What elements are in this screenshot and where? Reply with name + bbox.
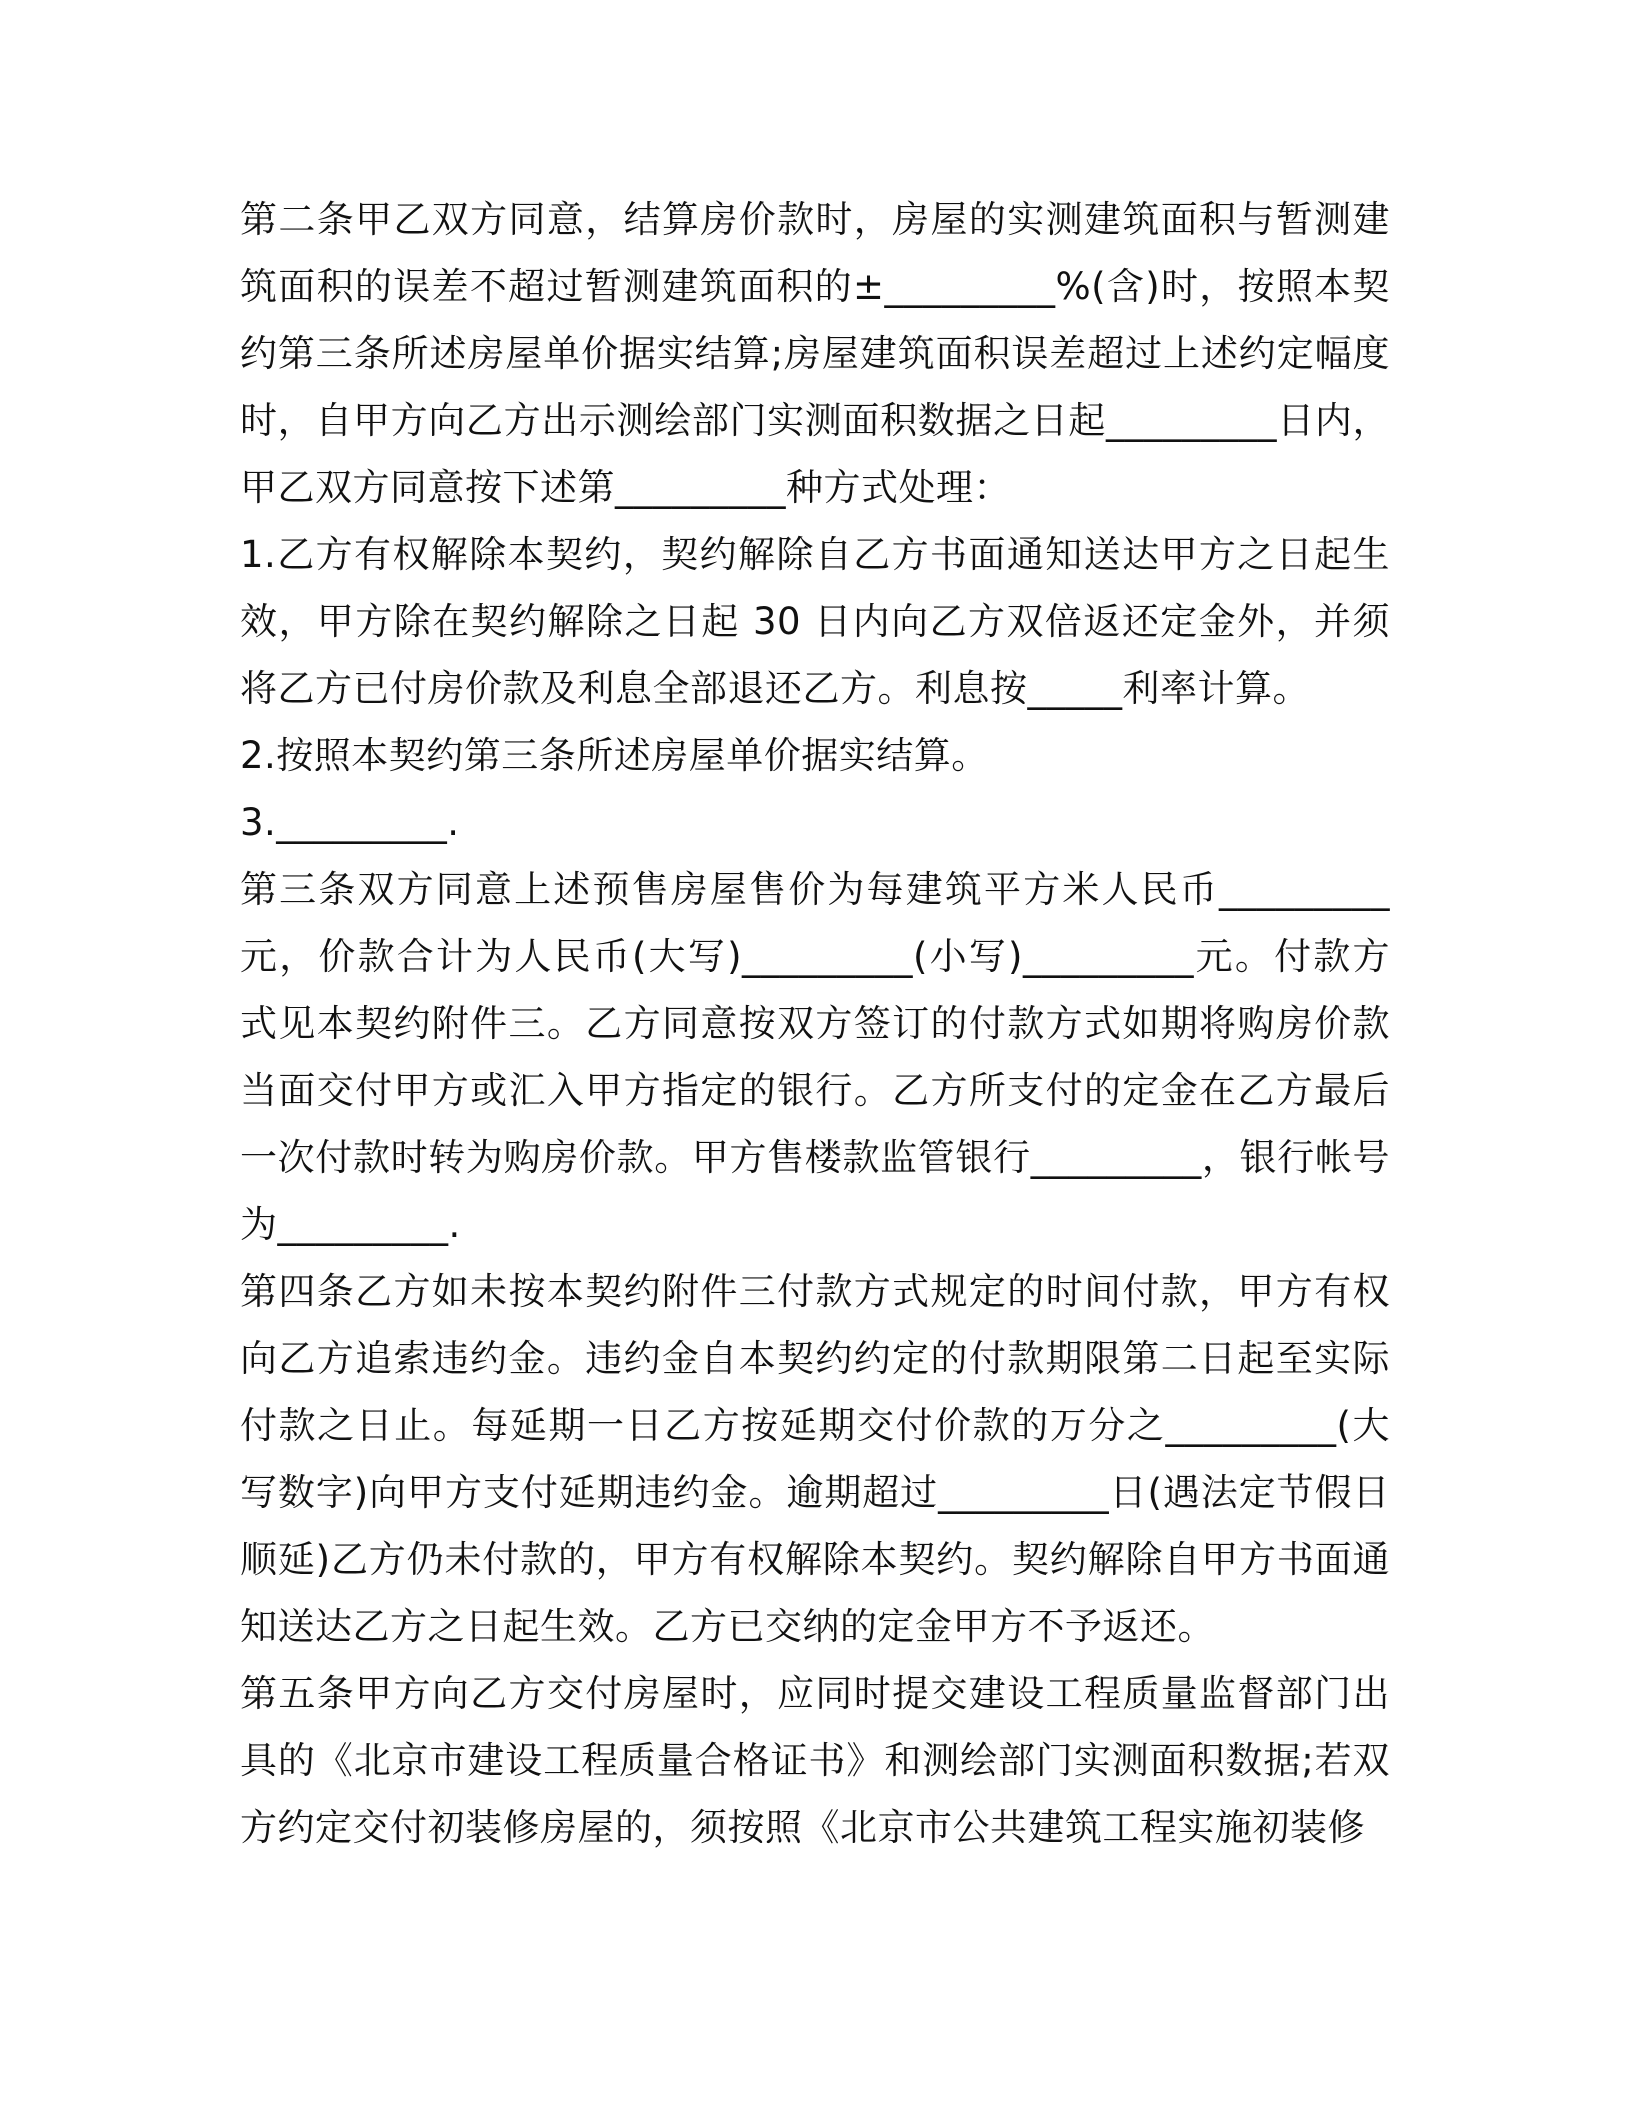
option-3-paragraph: 3._________.: [240, 801, 460, 844]
article-2-paragraph: 第二条甲乙双方同意，结算房价款时，房屋的实测建筑面积与暂测建筑面积的误差不超过暂测建筑面积的±_________%(含)时，按照本契约第三条所述房屋单价据实结算;房屋建筑面积误差超过上述约定幅度时，自甲方向乙方出示测绘部门实测面积数据之日起_________日内，甲乙双方同意按下述第_________种方式处理：: [240, 198, 1390, 509]
option-1-paragraph: 1.乙方有权解除本契约，契约解除自乙方书面通知送达甲方之日起生效，甲方除在契约解除之日起 30 日内向乙方双倍返还定金外，并须将乙方已付房价款及利息全部退还乙方。利息按_____利率计算。: [240, 533, 1390, 710]
article-4-paragraph: 第四条乙方如未按本契约附件三付款方式规定的时间付款，甲方有权向乙方追索违约金。违约金自本契约约定的付款期限第二日起至实际付款之日止。每延期一日乙方按延期交付价款的万分之_________(大写数字)向甲方支付延期违约金。逾期超过_________日(遇法定节假日顺延)乙方仍未付款的，甲方有权解除本契约。契约解除自甲方书面通知送达乙方之日起生效。乙方已交纳的定金甲方不予返还。: [240, 1270, 1390, 1648]
article-5-paragraph: 第五条甲方向乙方交付房屋时，应同时提交建设工程质量监督部门出具的《北京市建设工程质量合格证书》和测绘部门实测面积数据;若双方约定交付初装修房屋的，须按照《北京市公共建筑工程实施初装修: [240, 1672, 1390, 1849]
article-3-paragraph: 第三条双方同意上述预售房屋售价为每建筑平方米人民币_________元，价款合计为人民币(大写)_________(小写)_________元。付款方式见本契约附件三。乙方同意按双方签订的付款方式如期将购房价款当面交付甲方或汇入甲方指定的银行。乙方所支付的定金在乙方最后一次付款时转为购房价款。甲方售楼款监管银行_________，银行帐号为_________.: [240, 868, 1390, 1246]
document-body: [240, 186, 1390, 1861]
option-2-paragraph: 2.按照本契约第三条所述房屋单价据实结算。: [240, 734, 989, 777]
